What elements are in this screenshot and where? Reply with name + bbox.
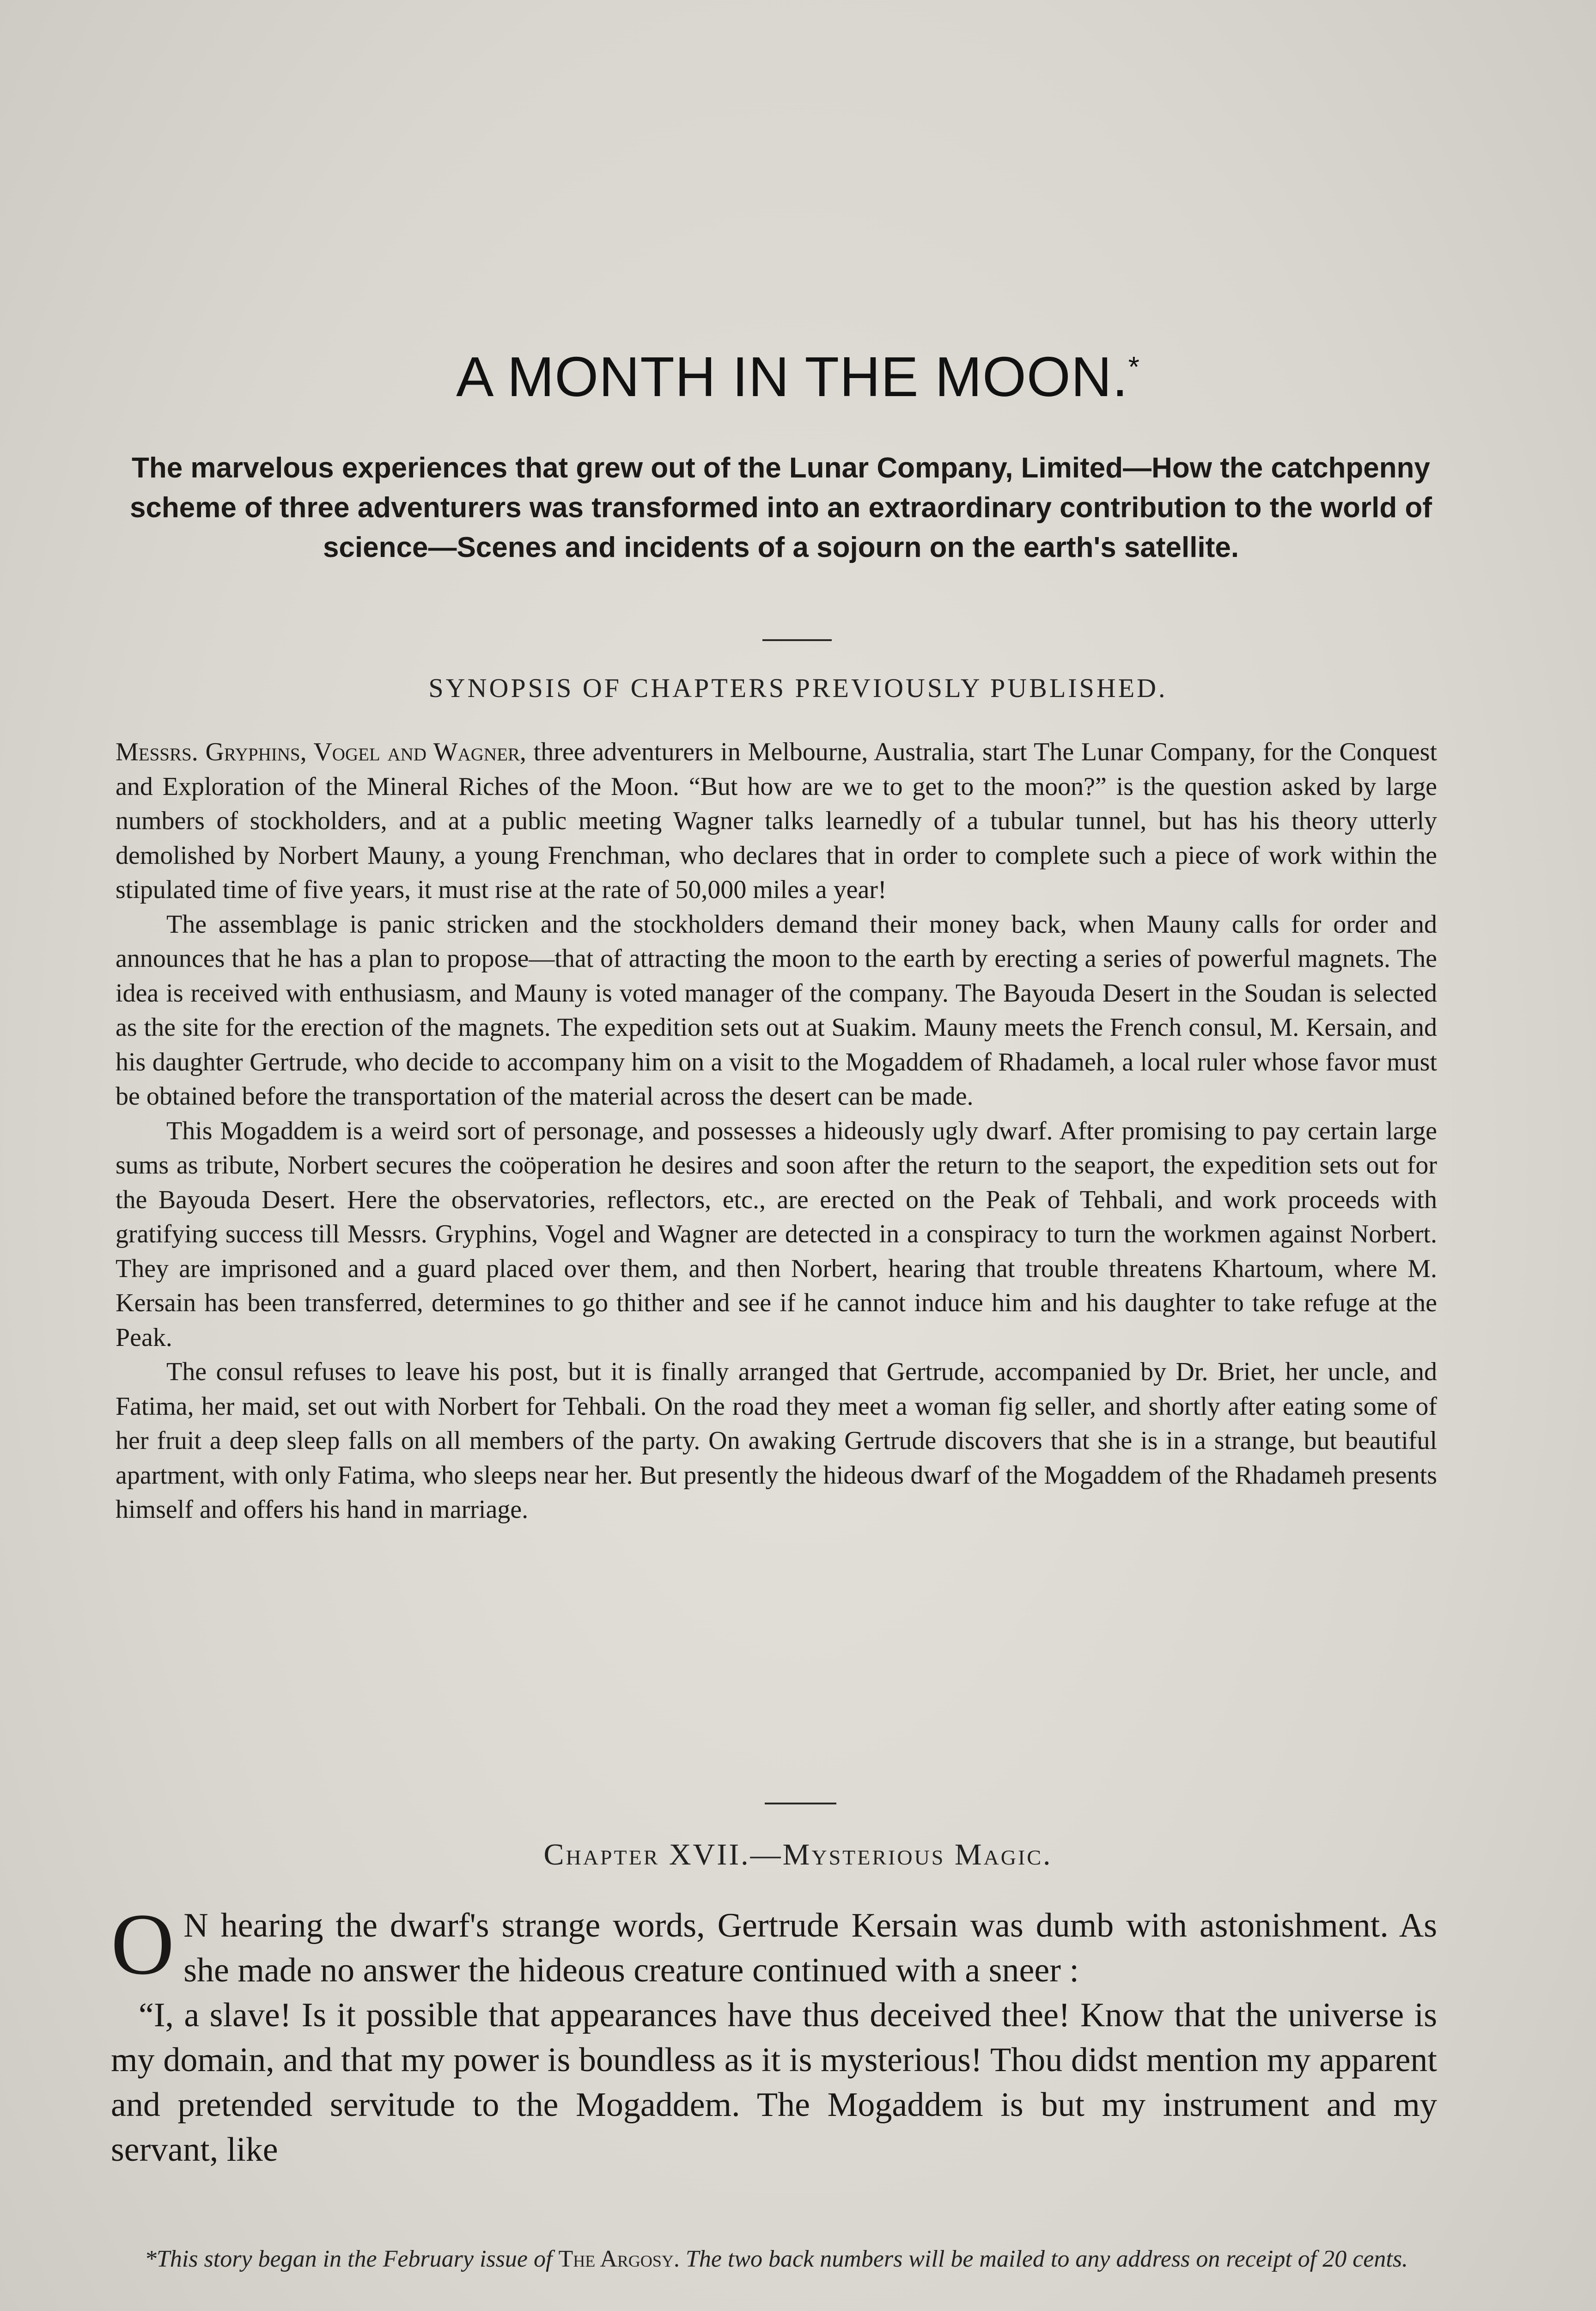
story-paragraph-1-text: N hearing the dwarf's strange words, Gertrude Kersain was dumb with astonishment. As she made no answer the hideous creature continued with a sneer : bbox=[183, 1907, 1437, 1989]
synopsis-paragraph-1-text: three adventurers in Melbourne, Australia, start The Lunar Company, for the Conquest and Exploration of the Mineral Riches of the Moon. “But how are we to get to the moon?” is the question asked by large numbers of stockholders, and at a public meeting Wagner talks learnedly of a tubular tunnel, but has his theory utterly demolished by Norbert Mauny, a young Frenchman, who declares that in order to complete such a piece of work within the stipulated time of five years, it must rise at the rate of 50,000 miles a year! bbox=[116, 738, 1438, 904]
title-footnote-mark: * bbox=[1128, 351, 1140, 383]
footnote-lead: *This story began in the February issue of bbox=[144, 2246, 553, 2272]
drop-cap: O bbox=[111, 1896, 175, 1993]
chapter-heading: Chapter XVII.—Mysterious Magic. bbox=[543, 1838, 1053, 1871]
synopsis-paragraph-1 bbox=[116, 735, 1437, 907]
story-title bbox=[0, 344, 1596, 409]
footnote bbox=[106, 2243, 1446, 2275]
synopsis-paragraph-2: The assemblage is panic stricken and the stockholders demand their money back, when Mauny calls for order and announces that he has a plan to propose—that of attracting the moon to the earth by erecting a series of powerful magnets. The idea is received with enthusiasm, and Mauny is voted manager of the company. The Bayouda Desert in the Soudan is selected as the site for the erection of the magnets. The expedition sets out at Suakim. Mauny meets the French consul, M. Kersain, and his daughter Gertrude, who decide to accompany him on a visit to the Mogaddem of Rhadameh, a local ruler whose favor must be obtained before the transportation of the material across the desert can be made. bbox=[116, 910, 1437, 1111]
synopsis-text bbox=[116, 735, 1437, 1527]
story-text bbox=[111, 1896, 1437, 2172]
synopsis-paragraph-4: The consul refuses to leave his post, but it is finally arranged that Gertrude, accompanied by Dr. Briet, her uncle, and Fatima, her maid, set out with Norbert for Tehbali. On the road they meet a woman fig seller, and shortly after eating some of her fruit a deep sleep falls on all members of the party. On awaking Gertrude discovers that she is in a strange, but beautiful apartment, with only Fatima, who sleeps near her. But presently the hideous dwarf of the Mogaddem of the Rhadameh presents himself and offers his hand in marriage. bbox=[116, 1357, 1437, 1524]
footnote-magazine: The Argosy. bbox=[558, 2246, 680, 2272]
synopsis-heading: SYNOPSIS OF CHAPTERS PREVIOUSLY PUBLISHED. bbox=[428, 673, 1168, 703]
title-text: A MONTH IN THE MOON. bbox=[456, 345, 1128, 408]
synopsis-names: Messrs. Gryphins, Vogel and Wagner, bbox=[116, 738, 526, 766]
story-subtitle: The marvelous experiences that grew out of the Lunar Company, Limited—How the catchpenny scheme of three adventurers was transformed into an extraordinary contribution to the world of science—Scenes and incidents of a sojourn on the earth's satellite. bbox=[129, 452, 1432, 563]
story-paragraph-2: “I, a slave! Is it possible that appearances have thus deceived thee! Know that the universe is my domain, and that my power is boundless as it is mysterious! Thou didst mention my apparent and pretended servitude to the Mogaddem. The Mogaddem is but my instrument and my servant, like bbox=[111, 1996, 1437, 2169]
divider-middle bbox=[765, 1803, 836, 1804]
divider-top bbox=[762, 639, 832, 641]
story-paragraph-1 bbox=[111, 1896, 1437, 1993]
footnote-tail: The two back numbers will be mailed to any address on receipt of 20 cents. bbox=[685, 2246, 1408, 2272]
synopsis-paragraph-3: This Mogaddem is a weird sort of personage, and possesses a hideously ugly dwarf. After promising to pay certain large sums as tribute, Norbert secures the coöperation he desires and soon after the return to the seaport, the expedition sets out for the Bayouda Desert. Here the observatories, reflectors, etc., are erected on the Peak of Tehbali, and work proceeds with gratifying success till Messrs. Gryphins, Vogel and Wagner are detected in a conspiracy to turn the workmen against Norbert. They are imprisoned and a guard placed over them, and then Norbert, hearing that trouble threatens Khartoum, where M. Kersain has been transferred, determines to go thither and see if he cannot induce him and his daughter to take refuge at the Peak. bbox=[116, 1116, 1437, 1352]
